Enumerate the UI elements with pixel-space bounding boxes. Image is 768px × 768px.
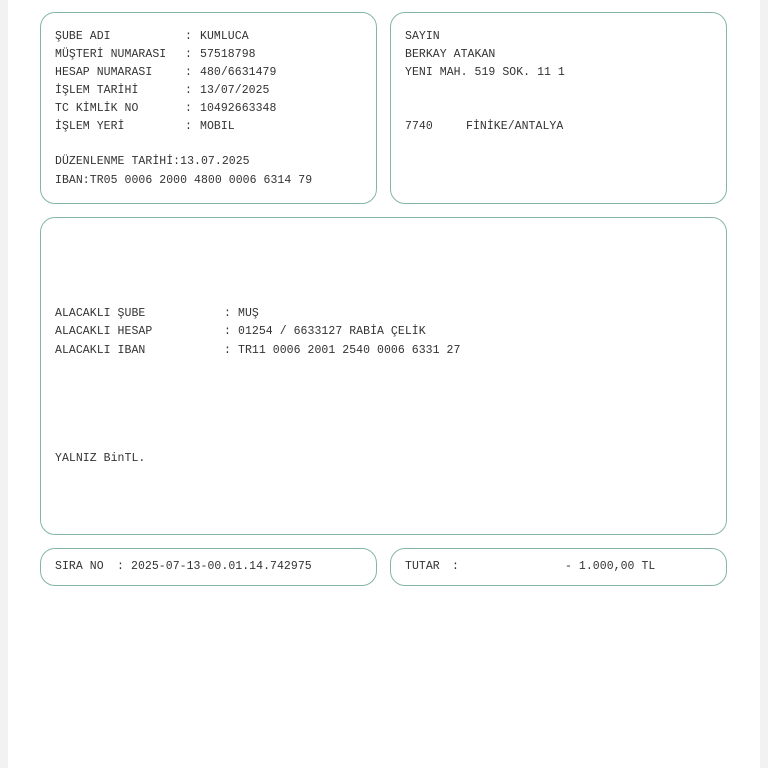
amount-box: [390, 548, 727, 586]
colon: :: [185, 30, 192, 43]
transaction-date-label: İŞLEM TARİHİ: [55, 84, 139, 97]
branch-value: KUMLUCA: [200, 30, 249, 43]
amount-in-words: YALNIZ BinTL.: [55, 452, 146, 465]
recipient-name: BERKAY ATAKAN: [405, 48, 496, 61]
colon: :: [185, 66, 192, 79]
postal-code: 7740: [405, 120, 433, 133]
recipient-box: [390, 12, 727, 204]
customer-iban: IBAN:TR05 0006 2000 4800 0006 6314 79: [55, 174, 313, 187]
customer-no-value: 57518798: [200, 48, 256, 61]
creditor-branch-label: ALACAKLI ŞUBE: [55, 307, 146, 320]
colon: :: [185, 102, 192, 115]
issue-date: DÜZENLENME TARİHİ:13.07.2025: [55, 155, 250, 168]
creditor-account-label: ALACAKLI HESAP: [55, 325, 153, 338]
amount-label: TUTAR: [405, 560, 440, 573]
sequence-label: SIRA NO: [55, 560, 104, 573]
recipient-address: YENI MAH. 519 SOK. 11 1: [405, 66, 565, 79]
transaction-date-value: 13/07/2025: [200, 84, 270, 97]
transfer-details-box: [40, 217, 727, 535]
tc-id-value: 10492663348: [200, 102, 277, 115]
colon: :: [224, 344, 231, 357]
creditor-branch-value: MUŞ: [238, 307, 259, 320]
customer-no-label: MÜŞTERİ NUMARASI: [55, 48, 167, 61]
creditor-account-value: 01254 / 6633127 RABİA ÇELİK: [238, 325, 426, 338]
amount-value: - 1.000,00 TL: [565, 560, 656, 573]
colon: :: [185, 48, 192, 61]
colon: :: [185, 84, 192, 97]
colon: :: [224, 307, 231, 320]
colon: :: [452, 560, 459, 573]
tc-id-label: TC KİMLİK NO: [55, 102, 139, 115]
location-value: MOBIL: [200, 120, 235, 133]
colon: :: [117, 560, 124, 573]
receipt-page: [8, 0, 760, 768]
creditor-iban-label: ALACAKLI IBAN: [55, 344, 146, 357]
location-label: İŞLEM YERİ: [55, 120, 125, 133]
salutation: SAYIN: [405, 30, 440, 43]
recipient-city: FİNİKE/ANTALYA: [466, 120, 564, 133]
sequence-value: 2025-07-13-00.01.14.742975: [131, 560, 312, 573]
creditor-iban-value: TR11 0006 2001 2540 0006 6331 27: [238, 344, 461, 357]
colon: :: [224, 325, 231, 338]
colon: :: [185, 120, 192, 133]
account-no-value: 480/6631479: [200, 66, 277, 79]
account-no-label: HESAP NUMARASI: [55, 66, 153, 79]
branch-label: ŞUBE ADI: [55, 30, 111, 43]
